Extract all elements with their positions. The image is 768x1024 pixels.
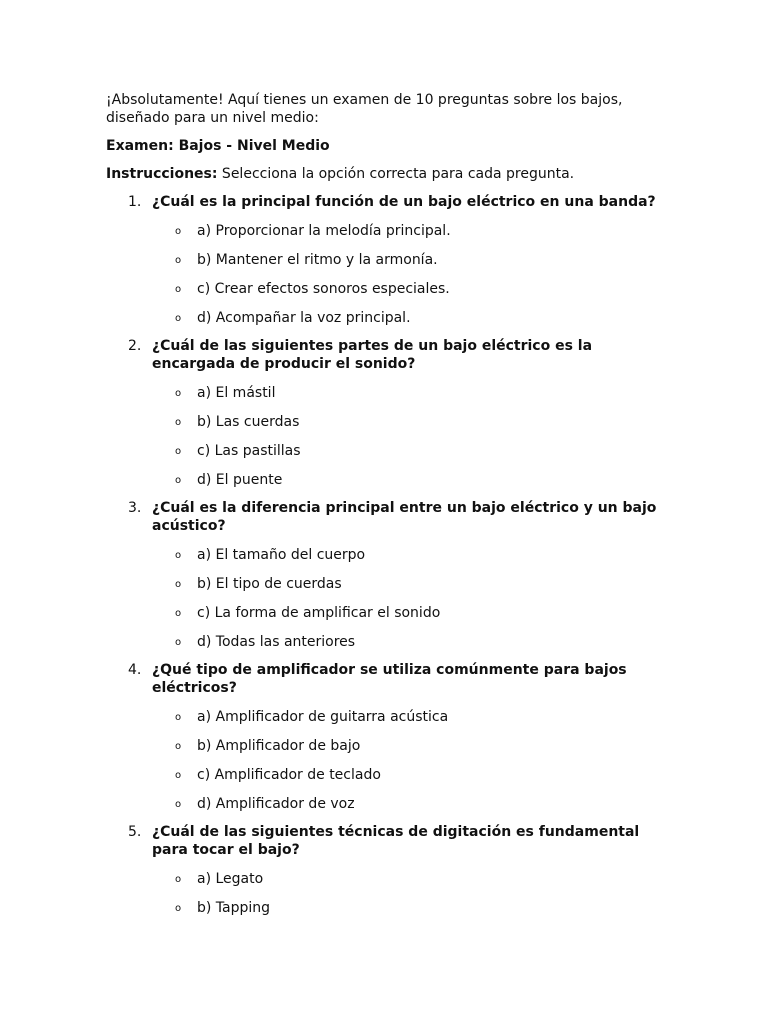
option-text: a) Amplificador de guitarra acústica: [197, 709, 449, 725]
option-text: c) Las pastillas: [197, 443, 301, 459]
answer-option: [152, 633, 666, 651]
question-number: 5.: [128, 824, 142, 840]
option-text: a) Legato: [197, 871, 264, 887]
option-text: d) Todas las anteriores: [197, 634, 356, 650]
answer-option: [152, 899, 666, 917]
intro-paragraph: ¡Absolutamente! Aquí tienes un examen de 10 preguntas sobre los bajos, diseñado para un nivel medio:: [106, 92, 623, 126]
circle-bullet-icon: o: [175, 417, 182, 428]
option-text: d) Acompañar la voz principal.: [197, 310, 411, 326]
circle-bullet-icon: o: [175, 579, 182, 590]
option-text: d) El puente: [197, 472, 283, 488]
option-text: a) Proporcionar la melodía principal.: [197, 223, 451, 239]
question-item: [106, 193, 666, 327]
answer-option: [152, 471, 666, 489]
answer-option: [152, 442, 666, 460]
answer-option: [152, 575, 666, 593]
option-text: d) Amplificador de voz: [197, 796, 355, 812]
circle-bullet-icon: o: [175, 770, 182, 781]
option-list: [152, 384, 666, 489]
circle-bullet-icon: o: [175, 741, 182, 752]
question-text: ¿Cuál es la principal función de un bajo eléctrico en una banda?: [152, 194, 656, 210]
question-text: ¿Cuál de las siguientes técnicas de digitación es fundamental para tocar el bajo?: [152, 824, 640, 858]
answer-option: [152, 546, 666, 564]
circle-bullet-icon: o: [175, 255, 182, 266]
answer-option: [152, 870, 666, 888]
circle-bullet-icon: o: [175, 637, 182, 648]
option-text: a) El mástil: [197, 385, 276, 401]
answer-option: [152, 795, 666, 813]
question-list: [106, 193, 666, 917]
option-text: b) El tipo de cuerdas: [197, 576, 342, 592]
question-item: [106, 661, 666, 813]
question-number: 4.: [128, 662, 142, 678]
document-page: [106, 91, 666, 917]
circle-bullet-icon: o: [175, 608, 182, 619]
circle-bullet-icon: o: [175, 903, 182, 914]
instructions-label: Instrucciones:: [106, 166, 218, 182]
option-text: c) Crear efectos sonoros especiales.: [197, 281, 450, 297]
answer-option: [152, 309, 666, 327]
circle-bullet-icon: o: [175, 226, 182, 237]
question-text: ¿Cuál es la diferencia principal entre un bajo eléctrico y un bajo acústico?: [152, 500, 657, 534]
answer-option: [152, 251, 666, 269]
option-text: b) Amplificador de bajo: [197, 738, 361, 754]
option-list: [152, 708, 666, 813]
option-list: [152, 222, 666, 327]
instructions-paragraph: [106, 165, 666, 183]
answer-option: [152, 280, 666, 298]
option-text: b) Tapping: [197, 900, 271, 916]
exam-title: Examen: Bajos - Nivel Medio: [106, 138, 330, 154]
option-text: a) El tamaño del cuerpo: [197, 547, 366, 563]
question-number: 2.: [128, 338, 142, 354]
option-text: b) Las cuerdas: [197, 414, 300, 430]
answer-option: [152, 708, 666, 726]
circle-bullet-icon: o: [175, 475, 182, 486]
option-text: b) Mantener el ritmo y la armonía.: [197, 252, 438, 268]
question-text: ¿Cuál de las siguientes partes de un bajo eléctrico es la encargada de producir el sonido?: [152, 338, 593, 372]
option-list: [152, 870, 666, 917]
option-text: c) La forma de amplificar el sonido: [197, 605, 441, 621]
circle-bullet-icon: o: [175, 712, 182, 723]
option-text: c) Amplificador de teclado: [197, 767, 381, 783]
question-number: 3.: [128, 500, 142, 516]
circle-bullet-icon: o: [175, 446, 182, 457]
answer-option: [152, 222, 666, 240]
instructions-text: Selecciona la opción correcta para cada pregunta.: [217, 166, 575, 182]
answer-option: [152, 384, 666, 402]
circle-bullet-icon: o: [175, 313, 182, 324]
question-number: 1.: [128, 194, 142, 210]
answer-option: [152, 413, 666, 431]
question-text: ¿Qué tipo de amplificador se utiliza comúnmente para bajos eléctricos?: [152, 662, 627, 696]
circle-bullet-icon: o: [175, 550, 182, 561]
circle-bullet-icon: o: [175, 799, 182, 810]
circle-bullet-icon: o: [175, 874, 182, 885]
question-item: [106, 823, 666, 917]
answer-option: [152, 766, 666, 784]
option-list: [152, 546, 666, 651]
answer-option: [152, 737, 666, 755]
answer-option: [152, 604, 666, 622]
question-item: [106, 499, 666, 651]
circle-bullet-icon: o: [175, 388, 182, 399]
circle-bullet-icon: o: [175, 284, 182, 295]
question-item: [106, 337, 666, 489]
